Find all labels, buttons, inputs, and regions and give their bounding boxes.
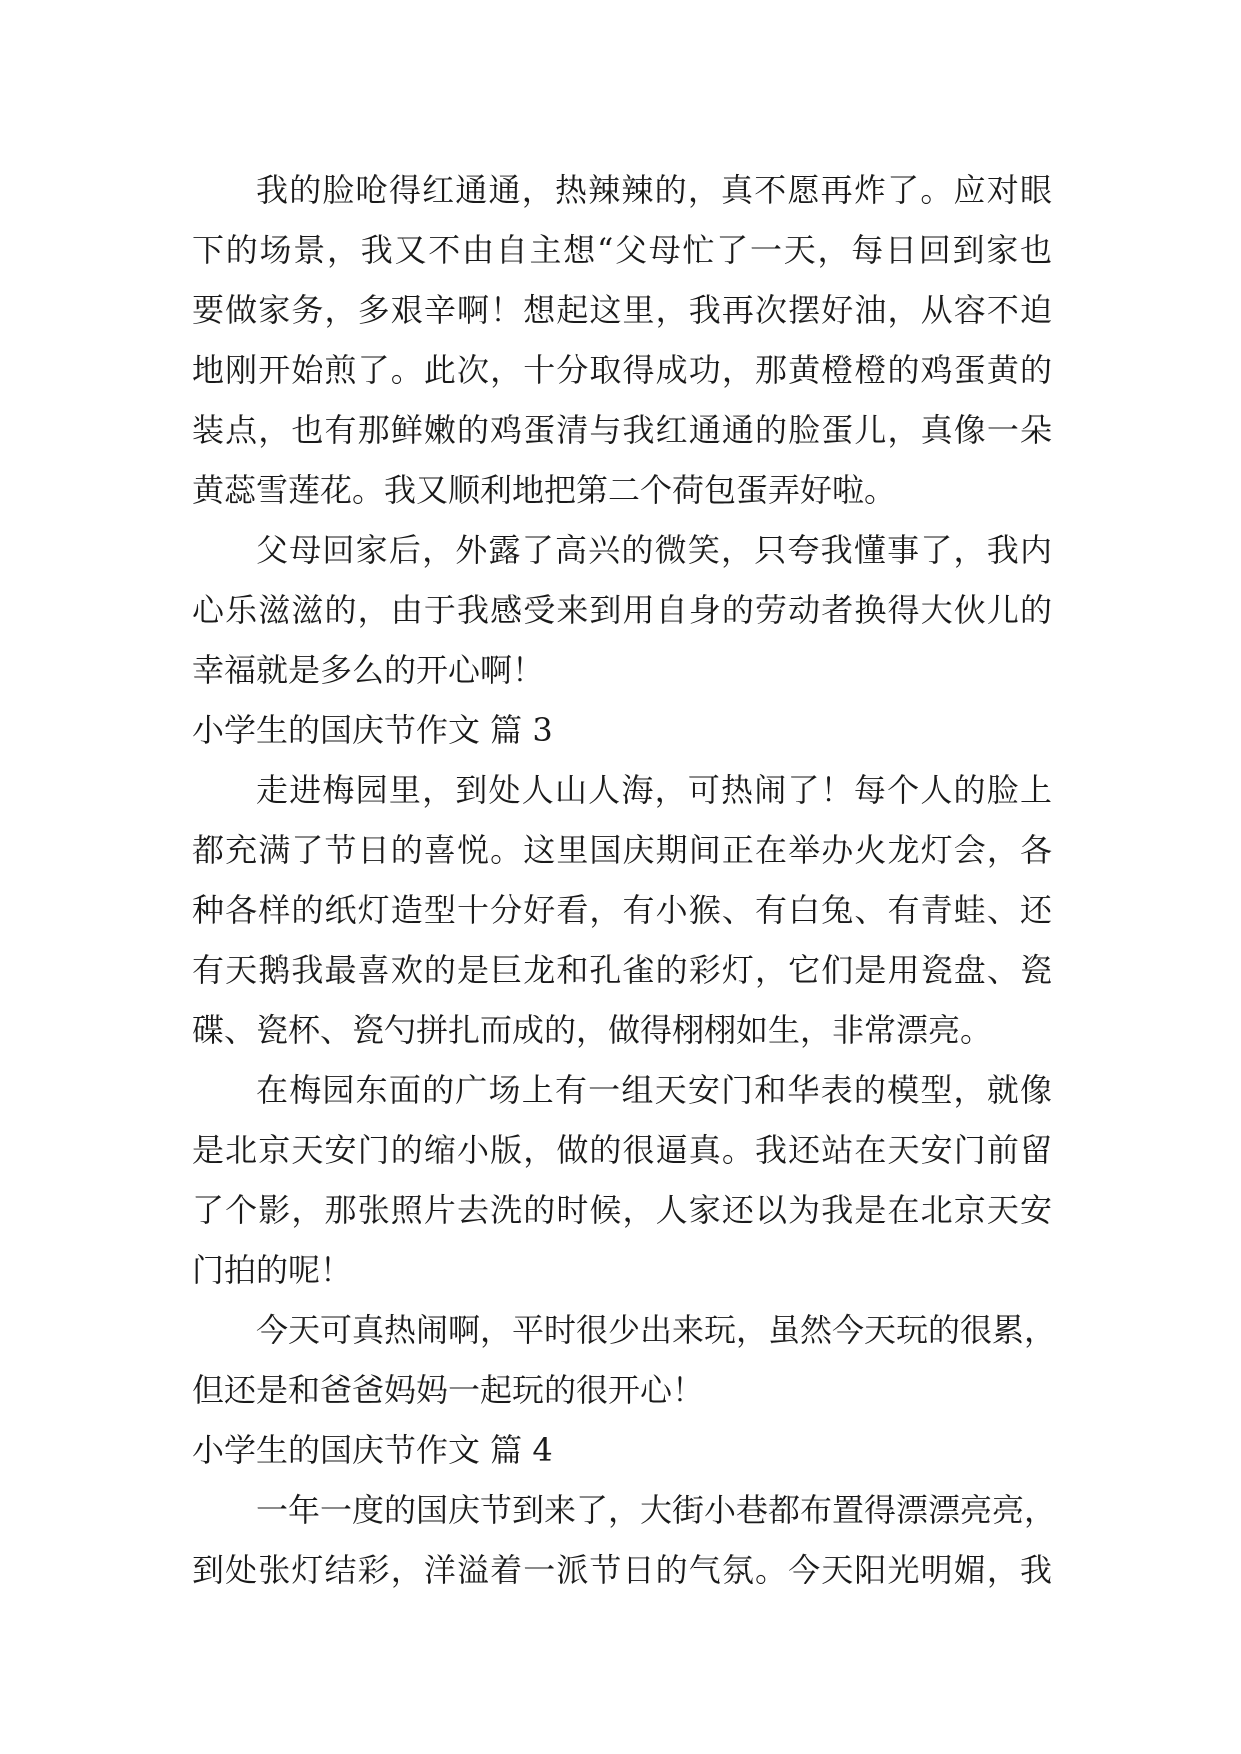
paragraph-line: 幸福就是多么的开心啊！ — [192, 651, 545, 689]
paragraph-line: 是北京天安门的缩小版，做的很逼真。我还站在天安门前留 — [192, 1131, 1052, 1169]
paragraph-line: 走进梅园里，到处人山人海，可热闹了！每个人的脸上 — [256, 771, 1052, 809]
section-heading: 小学生的国庆节作文 篇 3 — [192, 711, 553, 749]
paragraph-line: 了个影，那张照片去洗的时候，人家还以为我是在北京天安 — [192, 1191, 1052, 1229]
paragraph-line: 装点，也有那鲜嫩的鸡蛋清与我红通通的脸蛋儿，真像一朵 — [192, 411, 1052, 449]
paragraph — [192, 160, 1052, 520]
paragraph-line: 地刚开始煎了。此次，十分取得成功，那黄橙橙的鸡蛋黄的 — [192, 351, 1052, 389]
paragraph-line: 种各样的纸灯造型十分好看，有小猴、有白兔、有青蛙、还 — [192, 891, 1052, 929]
paragraph-line: 到处张灯结彩，洋溢着一派节日的气氛。今天阳光明媚，我 — [192, 1551, 1052, 1589]
paragraph-line: 心乐滋滋的，由于我感受来到用自身的劳动者换得大伙儿的 — [192, 591, 1052, 629]
paragraph-line: 黄蕊雪莲花。我又顺利地把第二个荷包蛋弄好啦。 — [192, 471, 897, 509]
paragraph-line: 一年一度的国庆节到来了，大街小巷都布置得漂漂亮亮， — [256, 1491, 1057, 1529]
paragraph-line: 在梅园东面的广场上有一组天安门和华表的模型，就像 — [256, 1071, 1052, 1109]
document-body — [192, 160, 1057, 1600]
paragraph — [192, 1480, 1057, 1600]
paragraph — [192, 760, 1052, 1060]
section-heading: 小学生的国庆节作文 篇 4 — [192, 1431, 553, 1469]
paragraph — [192, 520, 1052, 700]
paragraph — [192, 1300, 1057, 1420]
paragraph-line: 父母回家后，外露了高兴的微笑，只夸我懂事了，我内 — [256, 531, 1052, 569]
paragraph-line: 碟、瓷杯、瓷勺拼扎而成的，做得栩栩如生，非常漂亮。 — [192, 1011, 993, 1049]
paragraph-line: 有天鹅我最喜欢的是巨龙和孔雀的彩灯，它们是用瓷盘、瓷 — [192, 951, 1052, 989]
paragraph-line: 我的脸呛得红通通，热辣辣的，真不愿再炸了。应对眼 — [256, 171, 1052, 209]
paragraph-line: 门拍的呢！ — [192, 1251, 353, 1289]
paragraph-line: 要做家务，多艰辛啊！想起这里，我再次摆好油，从容不迫 — [192, 291, 1052, 329]
paragraph-line: 下的场景，我又不由自主想“父母忙了一天，每日回到家也 — [192, 231, 1052, 269]
paragraph-line: 都充满了节日的喜悦。这里国庆期间正在举办火龙灯会，各 — [192, 831, 1052, 869]
paragraph-line: 但还是和爸爸妈妈一起玩的很开心！ — [192, 1371, 705, 1409]
paragraph — [192, 1060, 1052, 1300]
paragraph-line: 今天可真热闹啊，平时很少出来玩，虽然今天玩的很累， — [256, 1311, 1057, 1349]
